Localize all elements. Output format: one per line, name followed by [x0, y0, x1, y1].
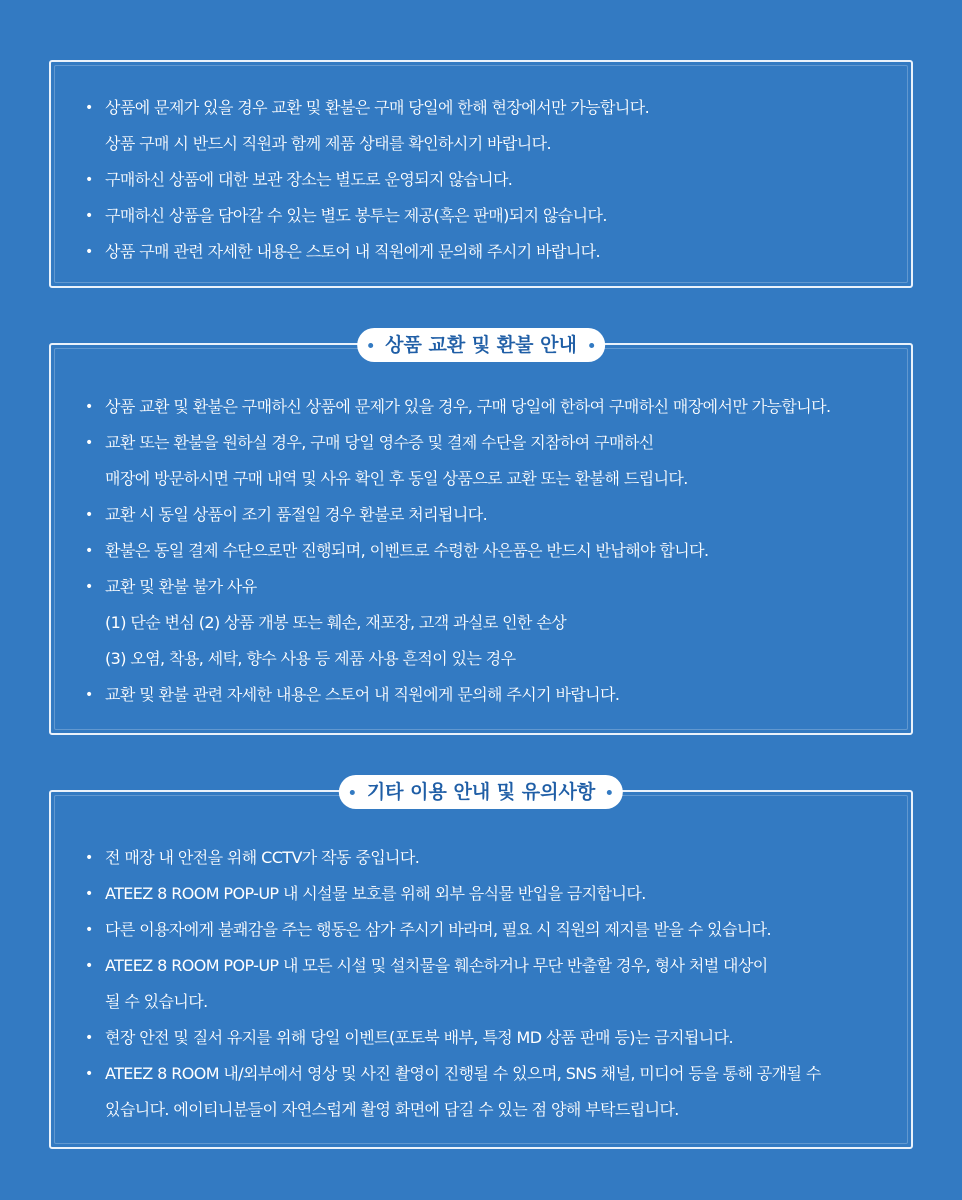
list-item-text: 다른 이용자에게 불쾌감을 주는 행동은 삼가 주시기 바라며, 필요 시 직원의 제지를 받을 수 있습니다. [105, 920, 772, 939]
list-item-text: 매장에 방문하시면 구매 내역 및 사유 확인 후 동일 상품으로 교환 또는 환불해 드립니다. [105, 469, 688, 488]
list-item-text: 구매하신 상품을 담아갈 수 있는 별도 봉투는 제공(혹은 판매)되지 않습니다. [105, 206, 607, 225]
bullet-icon: • [85, 435, 93, 451]
bullet-icon: • [85, 507, 93, 523]
list-item [85, 840, 891, 876]
pill-dot-icon [607, 790, 612, 795]
list-item-text: 있습니다. 에이티니분들이 자연스럽게 촬영 화면에 담길 수 있는 점 양해 부탁드립니다. [105, 1100, 679, 1119]
list-item-text: 구매하신 상품에 대한 보관 장소는 별도로 운영되지 않습니다. [105, 170, 513, 189]
list-item [85, 677, 891, 713]
list-item [85, 876, 891, 912]
list-item-text: 상품에 문제가 있을 경우 교환 및 환불은 구매 당일에 한해 현장에서만 가능합니다. [105, 98, 650, 117]
list-item-text: ATEEZ 8 ROOM POP-UP 내 시설물 보호를 위해 외부 음식물 반입을 금지합니다. [105, 884, 646, 903]
bullet-icon: • [85, 1030, 93, 1046]
list-item [85, 198, 891, 234]
list-item-text: ATEEZ 8 ROOM 내/외부에서 영상 및 사진 촬영이 진행될 수 있으며, SNS 채널, 미디어 등을 통해 공개될 수 [105, 1064, 821, 1083]
section-title-text: 상품 교환 및 환불 안내 [385, 334, 577, 356]
pill-dot-icon [368, 343, 373, 348]
list-item [85, 569, 891, 677]
list-item [85, 162, 891, 198]
list-item-text: ATEEZ 8 ROOM POP-UP 내 모든 시설 및 설치물을 훼손하거나 무단 반출할 경우, 형사 처벌 대상이 [105, 956, 768, 975]
list-item [85, 1056, 891, 1128]
list-item [85, 1020, 891, 1056]
list-item [85, 90, 891, 162]
list-item [85, 948, 891, 1020]
purchase-notice-box [49, 60, 913, 288]
section-title-exchange-refund [357, 328, 605, 362]
bullet-icon: • [85, 687, 93, 703]
bullet-icon: • [85, 244, 93, 260]
bullet-icon: • [85, 850, 93, 866]
notice-list [85, 90, 891, 270]
list-item-text: 교환 및 환불 관련 자세한 내용은 스토어 내 직원에게 문의해 주시기 바랍니다. [105, 685, 620, 704]
notice-list [85, 389, 891, 713]
list-item-text: 교환 시 동일 상품이 조기 품절일 경우 환불로 처리됩니다. [105, 505, 488, 524]
bullet-icon: • [85, 958, 93, 974]
bullet-icon: • [85, 208, 93, 224]
bullet-icon: • [85, 543, 93, 559]
exchange-refund-box [49, 334, 913, 735]
list-item-text: 전 매장 내 안전을 위해 CCTV가 작동 중입니다. [105, 848, 420, 867]
list-item-text: 교환 또는 환불을 원하실 경우, 구매 당일 영수증 및 결제 수단을 지참하여 구매하신 [105, 433, 654, 452]
list-item-text: 환불은 동일 결제 수단으로만 진행되며, 이벤트로 수령한 사은품은 반드시 반납해야 합니다. [105, 541, 709, 560]
list-item [85, 425, 891, 497]
bullet-icon: • [85, 886, 93, 902]
pill-dot-icon [350, 790, 355, 795]
notice-list [85, 840, 891, 1128]
list-item-text: 현장 안전 및 질서 유지를 위해 당일 이벤트(포토북 배부, 특정 MD 상품 판매 등)는 금지됩니다. [105, 1028, 733, 1047]
bullet-icon: • [85, 399, 93, 415]
list-item-text: (3) 오염, 착용, 세탁, 향수 사용 등 제품 사용 흔적이 있는 경우 [105, 649, 516, 668]
bullet-icon: • [85, 172, 93, 188]
list-item-text: 교환 및 환불 불가 사유 [105, 577, 257, 596]
list-item [85, 389, 891, 425]
other-guide-box [49, 781, 913, 1149]
list-item-text: (1) 단순 변심 (2) 상품 개봉 또는 훼손, 재포장, 고객 과실로 인한 손상 [105, 613, 567, 632]
list-item [85, 497, 891, 533]
list-item-text: 상품 구매 시 반드시 직원과 함께 제품 상태를 확인하시기 바랍니다. [105, 134, 551, 153]
list-item-text: 될 수 있습니다. [105, 992, 208, 1011]
list-item-text: 상품 구매 관련 자세한 내용은 스토어 내 직원에게 문의해 주시기 바랍니다. [105, 242, 601, 261]
list-item-text: 상품 교환 및 환불은 구매하신 상품에 문제가 있을 경우, 구매 당일에 한하여 구매하신 매장에서만 가능합니다. [105, 397, 831, 416]
list-item [85, 234, 891, 270]
section-title-other-guide [339, 775, 623, 809]
bullet-icon: • [85, 579, 93, 595]
bullet-icon: • [85, 1066, 93, 1082]
list-item [85, 533, 891, 569]
bullet-icon: • [85, 922, 93, 938]
list-item [85, 912, 891, 948]
section-title-text: 기타 이용 안내 및 유의사항 [366, 781, 596, 803]
pill-dot-icon [589, 343, 594, 348]
bullet-icon: • [85, 100, 93, 116]
